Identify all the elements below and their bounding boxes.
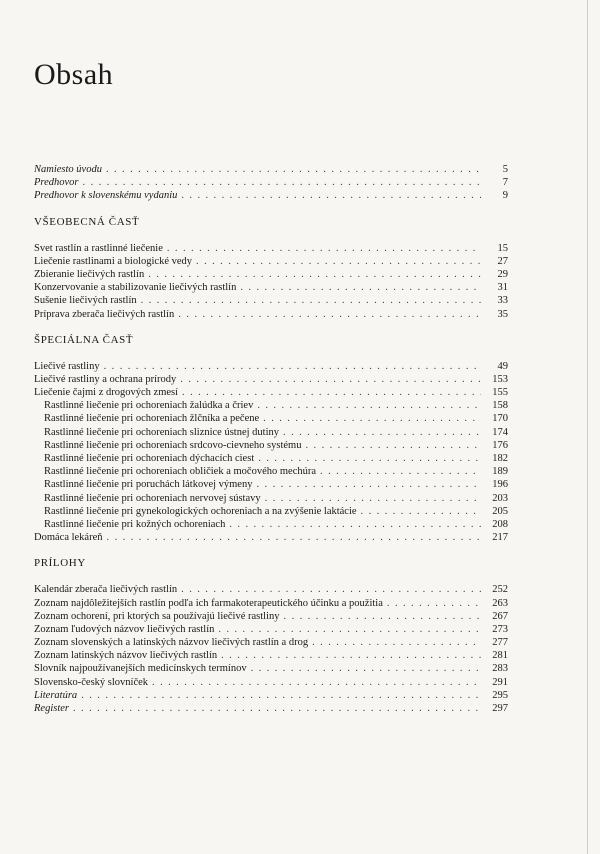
toc-entry-title: Zoznam ochorení, pri ktorých sa používajú liečivé rastliny — [34, 610, 280, 622]
leader-dots — [167, 242, 481, 255]
toc-entry-page: 155 — [492, 387, 508, 399]
toc-entry-page: 273 — [492, 623, 508, 635]
leader-dots — [257, 399, 481, 412]
toc-entry — [34, 189, 508, 202]
toc-subentry — [34, 452, 508, 465]
toc-entry — [34, 702, 508, 715]
section-heading-appendix: PRÍLOHY — [34, 557, 86, 570]
leader-dots — [256, 478, 481, 491]
leader-dots — [196, 255, 481, 268]
toc-entry — [34, 242, 508, 255]
toc-entry — [34, 386, 508, 399]
toc-subentry — [34, 478, 508, 491]
toc-entry-title: Rastlinné liečenie pri gynekologických ochoreniach a na zvýšenie laktácie — [44, 505, 357, 517]
leader-dots — [180, 373, 481, 386]
toc-subentry — [34, 492, 508, 505]
toc-entry-page: 277 — [492, 637, 508, 649]
leader-dots — [320, 465, 481, 478]
toc-subentry — [34, 412, 508, 425]
toc-entry — [34, 623, 508, 636]
toc-entry — [34, 583, 508, 596]
toc-entry-page: 217 — [492, 532, 508, 544]
toc-entry-title: Predhovor — [34, 177, 79, 189]
toc-entry-page: 15 — [497, 242, 508, 254]
toc-entry-title: Liečivé rastliny — [34, 360, 100, 372]
table-of-contents — [34, 163, 508, 715]
leader-dots — [284, 610, 481, 623]
toc-entry-title: Rastlinné liečenie pri ochoreniach dýchacích ciest — [44, 453, 255, 464]
section-heading-general: VŠEOBECNÁ ČASŤ — [34, 215, 140, 228]
toc-entry — [34, 636, 508, 649]
toc-entry-page: 176 — [492, 439, 508, 451]
leader-dots — [251, 662, 481, 675]
leader-dots — [81, 689, 481, 702]
toc-entry-title: Namiesto úvodu — [34, 164, 102, 175]
toc-entry-title: Liečivé rastliny a ochrana prírody — [34, 373, 177, 385]
toc-entry-title: Sušenie liečivých rastlín — [34, 295, 137, 307]
leader-dots — [73, 702, 481, 715]
toc-entry-title: Slovensko-český slovníček — [34, 676, 149, 688]
toc-entry-page: 7 — [502, 177, 508, 189]
leader-dots — [221, 649, 481, 662]
toc-subentry — [34, 465, 508, 478]
toc-entry-page: 174 — [492, 426, 508, 438]
leader-dots — [283, 426, 481, 439]
toc-entry — [34, 610, 508, 623]
leader-dots — [305, 439, 481, 452]
page-edge-line — [587, 0, 588, 854]
toc-entry-page: 205 — [492, 505, 508, 517]
toc-entry — [34, 308, 508, 321]
toc-entry-title: Slovník najpoužívanejších medicínskych termínov — [34, 663, 247, 675]
leader-dots — [312, 636, 481, 649]
leader-dots — [263, 412, 481, 425]
toc-subentry — [34, 505, 508, 518]
toc-entry-title: Register — [34, 703, 69, 714]
leader-dots — [181, 583, 481, 596]
toc-entry-page: 203 — [492, 492, 508, 504]
toc-entry — [34, 662, 508, 675]
leader-dots — [83, 176, 481, 189]
toc-entry-title: Domáca lekáreň — [34, 532, 103, 544]
toc-entry-page: 29 — [497, 268, 508, 280]
leader-dots — [106, 163, 481, 176]
toc-entry-page: 295 — [492, 689, 508, 701]
toc-entry-title: Rastlinné liečenie pri ochoreniach obličiek a močového mechúra — [44, 466, 317, 478]
toc-entry-title: Rastlinné liečenie pri poruchách látkovej výmeny — [44, 479, 253, 491]
toc-entry — [34, 597, 508, 610]
toc-entry-page: 189 — [492, 466, 508, 478]
toc-entry-title: Rastlinné liečenie pri ochoreniach srdcovo-cievneho systému — [44, 439, 302, 451]
toc-entry — [34, 163, 508, 176]
toc-entry-page: 31 — [497, 282, 508, 294]
leader-dots — [178, 308, 481, 321]
leader-dots — [361, 505, 481, 518]
toc-entry-page: 208 — [492, 518, 508, 530]
toc-entry-page: 283 — [492, 663, 508, 675]
section-heading-special: ŠPECIÁLNA ČASŤ — [34, 333, 134, 346]
leader-dots — [258, 452, 481, 465]
leader-dots — [265, 492, 481, 505]
toc-entry-title: Literatúra — [34, 689, 78, 701]
leader-dots — [148, 268, 481, 281]
leader-dots — [152, 676, 481, 689]
toc-entry — [34, 294, 508, 307]
toc-entry — [34, 373, 508, 386]
leader-dots — [387, 597, 481, 610]
toc-entry — [34, 268, 508, 281]
leader-dots — [182, 386, 481, 399]
toc-entry-title: Liečenie čajmi z drogových zmesí — [34, 387, 179, 399]
toc-entry-title: Predhovor k slovenskému vydaniu — [34, 190, 178, 202]
toc-entry-page: 9 — [502, 190, 508, 202]
toc-entry-title: Príprava zberača liečivých rastlín — [34, 308, 175, 320]
toc-entry-page: 291 — [492, 676, 508, 688]
toc-entry — [34, 676, 508, 689]
toc-entry-title: Rastlinné liečenie pri ochoreniach nervovej sústavy — [44, 492, 261, 504]
toc-entry-title: Zbieranie liečivých rastlín — [34, 268, 145, 280]
toc-entry-page: 263 — [492, 597, 508, 609]
toc-entry-page: 35 — [497, 308, 508, 320]
toc-entry — [34, 531, 508, 544]
toc-entry-title: Kalendár zberača liečivých rastlín — [34, 584, 178, 596]
toc-entry-title: Rastlinné liečenie pri ochoreniach žlčníka a pečene — [44, 413, 260, 425]
page-title: Obsah — [34, 58, 114, 91]
toc-subentry — [34, 399, 508, 412]
toc-entry-title: Rastlinné liečenie pri ochoreniach žalúdka a čriev — [44, 400, 254, 412]
toc-entry-page: 252 — [492, 584, 508, 596]
toc-entry-page: 281 — [492, 650, 508, 662]
toc-subentry — [34, 439, 508, 452]
toc-entry-page: 5 — [502, 164, 508, 175]
toc-entry-title: Rastlinné liečenie pri ochoreniach sliznice ústnej dutiny — [44, 426, 280, 438]
toc-entry — [34, 649, 508, 662]
toc-entry — [34, 176, 508, 189]
toc-entry-page: 33 — [497, 295, 508, 307]
toc-entry-page: 182 — [492, 453, 508, 464]
leader-dots — [229, 518, 481, 531]
toc-entry — [34, 281, 508, 294]
toc-entry-title: Zoznam slovenských a latinských názvov liečivých rastlín a drog — [34, 637, 309, 649]
toc-entry — [34, 360, 508, 373]
toc-entry-page: 158 — [492, 400, 508, 412]
toc-entry-title: Liečenie rastlinami a biologické vedy — [34, 255, 193, 267]
leader-dots — [218, 623, 481, 636]
leader-dots — [240, 281, 481, 294]
toc-entry-page: 297 — [492, 703, 508, 714]
toc-entry-title: Konzervovanie a stabilizovanie liečivých rastlín — [34, 282, 237, 294]
toc-entry-title: Rastlinné liečenie pri kožných ochoreniach — [44, 518, 226, 530]
toc-subentry — [34, 518, 508, 531]
leader-dots — [107, 531, 481, 544]
toc-entry-title: Svet rastlín a rastlinné liečenie — [34, 242, 163, 254]
toc-entry-page: 49 — [497, 360, 508, 372]
toc-entry-page: 27 — [497, 255, 508, 267]
toc-subentry — [34, 426, 508, 439]
toc-entry — [34, 689, 508, 702]
toc-entry-page: 153 — [492, 373, 508, 385]
toc-entry-title: Zoznam ľudových názvov liečivých rastlín — [34, 623, 215, 635]
toc-entry — [34, 255, 508, 268]
toc-entry-page: 196 — [492, 479, 508, 491]
leader-dots — [141, 294, 481, 307]
leader-dots — [104, 360, 481, 373]
toc-entry-title: Zoznam najdôležitejších rastlín podľa ich farmakoterapeutického účinku a použitia — [34, 597, 383, 609]
toc-entry-page: 267 — [492, 610, 508, 622]
toc-entry-page: 170 — [492, 413, 508, 425]
toc-entry-title: Zoznam latinských názvov liečivých rastlín — [34, 650, 218, 662]
leader-dots — [181, 189, 481, 202]
